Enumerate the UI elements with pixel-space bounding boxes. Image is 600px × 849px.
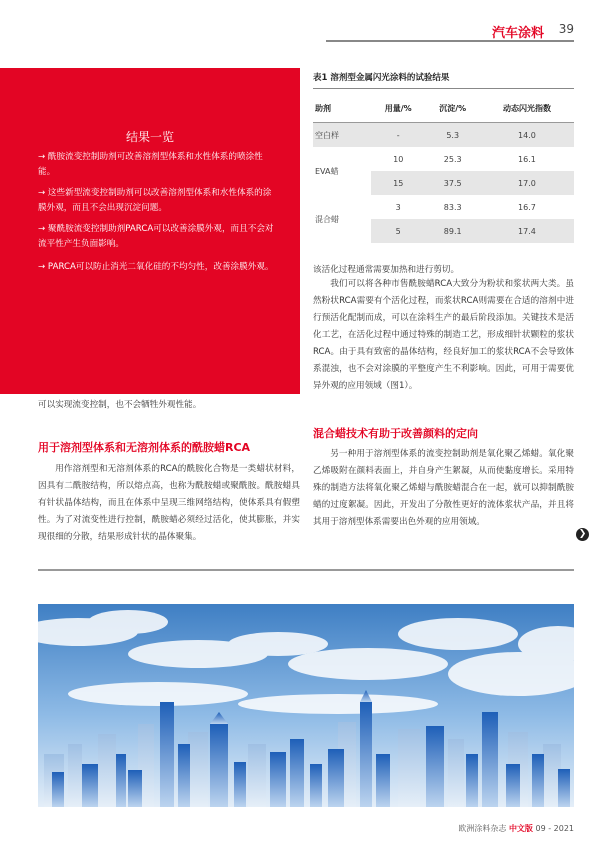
- page-number: 39: [558, 22, 574, 36]
- table-top-rule: [313, 88, 574, 89]
- table-cell: EVA蜡: [313, 147, 371, 195]
- table-cell: 10: [371, 147, 425, 171]
- chevron-right-icon[interactable]: ❯: [576, 528, 589, 541]
- body-paragraph: 我们可以将各种市售酰胺蜡RCA大致分为粉状和浆状两大类。虽然粉状RCA需要有个活化过程，而浆状RCA则需要在合适的溶剂中进行预活化配制而成，可以在涂料生产的最后阶段添加。关键技术是活化工艺，在活化过程中通过特殊的制造工艺，形成细针状颗粒的浆状RCA。由于具有致密的晶体结构，经良好加工的浆状RCA不会导致体系混浊，也不会对涂膜的平整度产生不利影响。因此，可用于需要优异外观的应用领域（图1）。: [313, 279, 574, 391]
- table-cell: 37.5: [425, 171, 479, 195]
- summary-bullet: → 这些新型流变控制助剂可以改善溶剂型体系和水性体系的涂膜外观，而且不会出现沉淀问题。: [38, 188, 272, 213]
- section-title: 汽车涂料: [491, 26, 544, 41]
- table-header: 动态闪光指数: [480, 94, 574, 123]
- footer-issue: 09 - 2021: [535, 824, 574, 833]
- table-cell: 14.0: [480, 123, 574, 148]
- table-header: 沉淀/%: [425, 94, 479, 123]
- table-cell: 混合蜡: [313, 195, 371, 243]
- table-cell: -: [371, 123, 425, 148]
- header-divider: [326, 40, 574, 42]
- summary-bullet: → 聚酰胺流变控制助剂PARCA可以改善涂膜外观，而且不会对流平性产生负面影响。: [38, 224, 274, 249]
- section-heading: 用于溶剂型体系和无溶剂体系的酰胺蜡RCA: [38, 441, 251, 454]
- table-cell: 83.3: [425, 195, 479, 219]
- table-cell: 89.1: [425, 219, 479, 243]
- section-heading: 混合蜡技术有助于改善颜料的定向: [313, 427, 478, 440]
- table-cell: 3: [371, 195, 425, 219]
- summary-bullet: → 酰胺流变控制助剂可改善溶剂型体系和水性体系的喷涂性能。: [38, 152, 263, 177]
- table-cell: 16.7: [480, 195, 574, 219]
- table-row: [313, 195, 574, 219]
- table-cell: 17.4: [480, 219, 574, 243]
- footer-magazine: 欧洲涂料杂志: [458, 824, 507, 833]
- body-paragraph: 用作溶剂型和无溶剂体系的RCA的酰胺化合物是一类蜡状材料，因具有二酰胺结构，所以熔点高，也称为酰胺蜡或聚酰胺。酰胺蜡具有针状晶体结构，而且在体系中呈现三维网络结构，使体系具有假塑性。为了对流变性进行控制，酰胺蜡必须经过活化，使其膨胀，并实现很细的分散，结果形成针状的晶体聚集。: [38, 464, 300, 542]
- table-cell: 17.0: [480, 171, 574, 195]
- table-row: [313, 123, 574, 148]
- table-header: 用量/%: [371, 94, 425, 123]
- table-caption: 表1 溶剂型金属闪光涂料的试验结果: [313, 73, 450, 83]
- body-paragraph: 可以实现流变控制，也不会牺牲外观性能。: [38, 400, 202, 410]
- summary-bullet: → PARCA可以防止消光二氧化硅的不均匀性，改善涂膜外观。: [38, 262, 274, 272]
- body-paragraph: 该活化过程通常需要加热和进行剪切。: [313, 265, 460, 275]
- table-cell: 25.3: [425, 147, 479, 171]
- section-divider: [38, 569, 574, 571]
- city-skyline-image: [38, 604, 574, 807]
- footer-edition: 中文版: [508, 824, 533, 833]
- table-cell: 空白样: [313, 123, 371, 148]
- table-cell: 5.3: [425, 123, 479, 148]
- results-table: [313, 94, 574, 243]
- summary-title: 结果一览: [125, 130, 174, 144]
- table-cell: 5: [371, 219, 425, 243]
- body-paragraph: 另一种用于溶剂型体系的流变控制助剂是氧化聚乙烯蜡。氧化聚乙烯吸附在颜料表面上，并自身产生絮凝，从而使黏度增长。采用特殊的制造方法将氧化聚乙烯蜡与酰胺蜡混合在一起，就可以抑制酰胺蜡的过度絮凝。因此，开发出了分散性更好的流体浆状产品，并且将其用于溶剂型体系需要出色外观的应用领域。: [313, 449, 574, 527]
- table-row: [313, 147, 574, 171]
- page-footer: [458, 823, 574, 834]
- summary-box: [0, 68, 300, 394]
- table-cell: 16.1: [480, 147, 574, 171]
- table-header: 助剂: [313, 94, 371, 123]
- table-cell: 15: [371, 171, 425, 195]
